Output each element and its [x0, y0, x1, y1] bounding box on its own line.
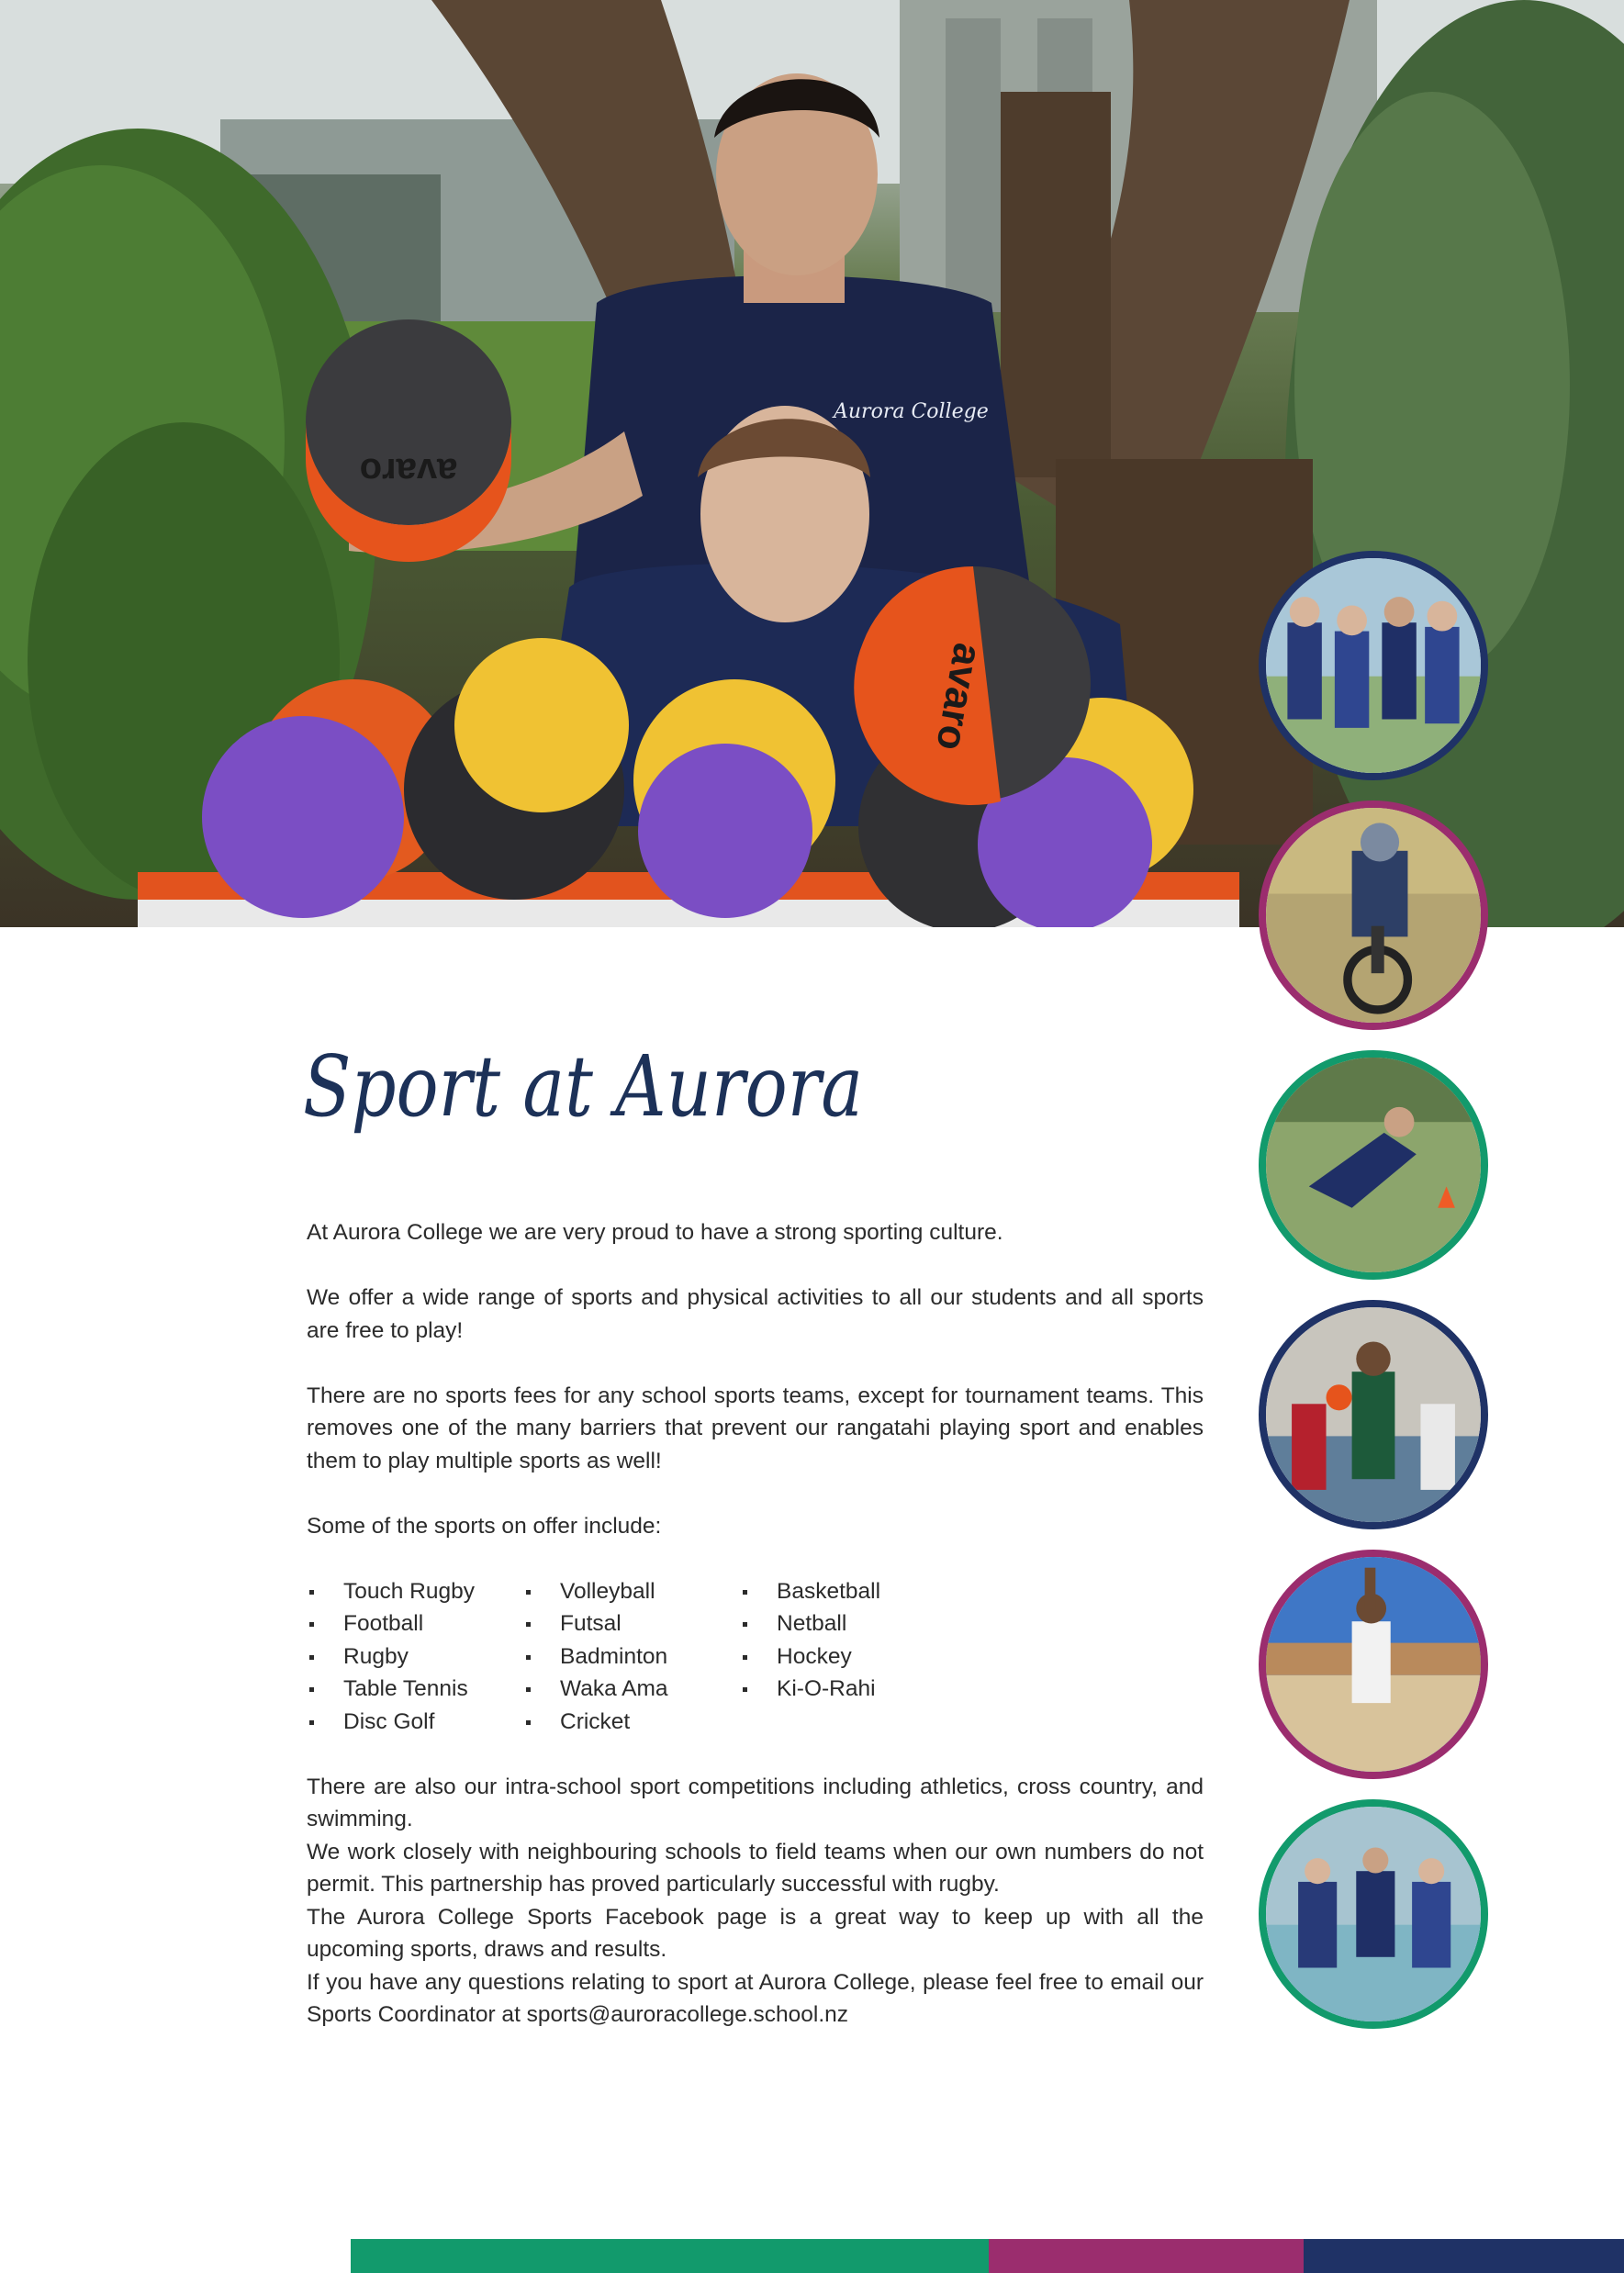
- sports-column-2: [523, 1575, 740, 1739]
- list-item: Waka Ama: [523, 1673, 740, 1706]
- page-title-text: Sport at Aurora: [303, 1037, 863, 1136]
- body-text: [307, 1216, 1204, 2032]
- footer-bar-magenta: [989, 2239, 1304, 2273]
- basketball-photo: [1259, 1300, 1488, 1529]
- list-item: Volleyball: [523, 1575, 740, 1608]
- sports-list: [307, 1575, 1204, 1739]
- hero-illustration: [0, 0, 1624, 927]
- list-item: Rugby: [307, 1640, 523, 1674]
- tug-of-war-photo: [1259, 551, 1488, 780]
- list-item: Table Tennis: [307, 1673, 523, 1706]
- fees-paragraph: There are no sports fees for any school sports teams, except for tournament teams. This removes one of the many barriers that prevent our rangatahi playing sport and enables them to play multiple sports as well!: [307, 1383, 1204, 1473]
- list-item: Hockey: [740, 1640, 957, 1674]
- beach-volleyball-photo: [1259, 1550, 1488, 1779]
- sports-list-intro: Some of the sports on offer include:: [307, 1513, 662, 1539]
- list-item: Touch Rugby: [307, 1575, 523, 1608]
- ball-brand-right: avaro: [927, 639, 991, 755]
- list-item: Cricket: [523, 1706, 740, 1739]
- ball-brand-left: avaro: [359, 451, 458, 491]
- contact-paragraph: If you have any questions relating to sport at Aurora College, please feel free to email our Sports Coordinator at sports@auroracollege.school.nz: [307, 1969, 1204, 2027]
- partnership-paragraph: We work closely with neighbouring schools to field teams when our own numbers do not permit. This partnership has proved particularly successful with rugby.: [307, 1839, 1204, 1897]
- intra-school-paragraph: There are also our intra-school sport competitions including athletics, cross country, and swimming.: [307, 1774, 1204, 1831]
- footer-bar-navy: [1304, 2239, 1624, 2273]
- list-item: Netball: [740, 1607, 957, 1640]
- intro-paragraph: At Aurora College we are very proud to have a strong sporting culture.: [307, 1220, 1003, 1245]
- list-item: Disc Golf: [307, 1706, 523, 1739]
- list-item: Futsal: [523, 1607, 740, 1640]
- list-item: Ki-O-Rahi: [740, 1673, 957, 1706]
- hoodie-logo-text: Aurora College: [834, 400, 989, 423]
- closing-text: [307, 1771, 1204, 2032]
- page-title: [303, 1014, 927, 1170]
- indoor-sport-photo: [1259, 1799, 1488, 2029]
- sports-column-3: [740, 1575, 957, 1739]
- list-item: Football: [307, 1607, 523, 1640]
- footer-bar-green: [351, 2239, 989, 2273]
- hero-photo: [0, 0, 1624, 927]
- facebook-paragraph: The Aurora College Sports Facebook page is a great way to keep up with all the upcoming sports, draws and results.: [307, 1904, 1204, 1962]
- mountain-biking-photo: [1259, 801, 1488, 1030]
- sports-column-1: [307, 1575, 523, 1739]
- list-item: Basketball: [740, 1575, 957, 1608]
- list-item: Badminton: [523, 1640, 740, 1674]
- touch-rugby-photo: [1259, 1050, 1488, 1280]
- offer-paragraph: We offer a wide range of sports and physical activities to all our students and all sports are free to play!: [307, 1285, 1204, 1343]
